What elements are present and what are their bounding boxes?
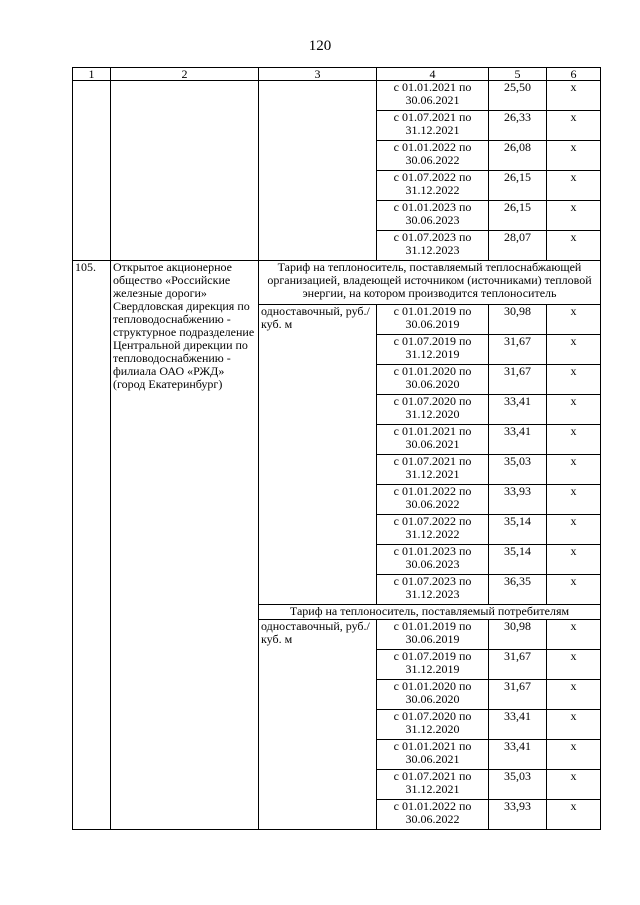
period-from: с 01.07.2020 по xyxy=(393,709,472,723)
row-number-cell xyxy=(73,81,111,261)
unit-label: одноставочный, руб./куб. м xyxy=(259,620,377,830)
vat-mark: х xyxy=(547,141,601,171)
section-title: Тариф на теплоноситель, поставляемый теплоснабжающей организацией, владеющей источником (источниками) тепловой энергии, на котором производится теплоноситель xyxy=(259,261,601,305)
vat-mark: х xyxy=(547,305,601,335)
vat-mark: х xyxy=(547,620,601,650)
period-cell xyxy=(377,680,489,710)
section-header-row xyxy=(73,261,601,305)
period-cell xyxy=(377,111,489,141)
vat-mark: х xyxy=(547,515,601,545)
vat-mark: х xyxy=(547,455,601,485)
period-cell xyxy=(377,455,489,485)
period-to: 30.06.2022 xyxy=(405,497,460,511)
period-cell xyxy=(377,575,489,605)
vat-mark: х xyxy=(547,710,601,740)
vat-mark: х xyxy=(547,770,601,800)
vat-mark: х xyxy=(547,425,601,455)
period-from: с 01.01.2021 по xyxy=(393,80,472,94)
period-from: с 01.01.2020 по xyxy=(393,364,472,378)
period-to: 31.12.2022 xyxy=(405,183,460,197)
period-cell xyxy=(377,231,489,261)
tariff-value: 33,41 xyxy=(489,425,547,455)
unit-label: одноставочный, руб./куб. м xyxy=(259,305,377,605)
period-from: с 01.07.2023 по xyxy=(393,574,472,588)
period-cell xyxy=(377,171,489,201)
tariff-value: 25,50 xyxy=(489,81,547,111)
tariff-value: 33,41 xyxy=(489,710,547,740)
period-from: с 01.01.2022 по xyxy=(393,140,472,154)
period-cell xyxy=(377,141,489,171)
period-from: с 01.07.2021 по xyxy=(393,769,472,783)
period-to: 31.12.2023 xyxy=(405,587,460,601)
column-number-6: 6 xyxy=(547,68,601,81)
vat-mark: х xyxy=(547,545,601,575)
period-cell xyxy=(377,770,489,800)
period-cell xyxy=(377,800,489,830)
vat-mark: х xyxy=(547,365,601,395)
unit-cell xyxy=(259,81,377,261)
period-from: с 01.07.2021 по xyxy=(393,454,472,468)
period-cell xyxy=(377,485,489,515)
period-from: с 01.01.2019 по xyxy=(393,619,472,633)
period-to: 30.06.2019 xyxy=(405,632,460,646)
tariff-value: 31,67 xyxy=(489,335,547,365)
period-to: 31.12.2019 xyxy=(405,347,460,361)
period-cell xyxy=(377,81,489,111)
period-to: 30.06.2021 xyxy=(405,437,460,451)
period-from: с 01.07.2021 по xyxy=(393,110,472,124)
tariff-value: 36,35 xyxy=(489,575,547,605)
period-cell xyxy=(377,201,489,231)
period-from: с 01.01.2020 по xyxy=(393,679,472,693)
period-from: с 01.07.2022 по xyxy=(393,514,472,528)
period-from: с 01.07.2019 по xyxy=(393,334,472,348)
period-from: с 01.01.2021 по xyxy=(393,739,472,753)
period-from: с 01.07.2022 по xyxy=(393,170,472,184)
row-number: 105. xyxy=(73,261,111,830)
vat-mark: х xyxy=(547,171,601,201)
tariff-value: 26,15 xyxy=(489,201,547,231)
tariff-value: 33,41 xyxy=(489,395,547,425)
column-number-3: 3 xyxy=(259,68,377,81)
period-to: 31.12.2023 xyxy=(405,243,460,257)
vat-mark: х xyxy=(547,680,601,710)
column-number-2: 2 xyxy=(111,68,259,81)
vat-mark: х xyxy=(547,111,601,141)
tariff-value: 35,14 xyxy=(489,545,547,575)
tariff-value: 31,67 xyxy=(489,365,547,395)
vat-mark: х xyxy=(547,81,601,111)
tariff-value: 35,03 xyxy=(489,455,547,485)
tariff-value: 26,15 xyxy=(489,171,547,201)
organization-cell xyxy=(111,81,259,261)
tariff-value: 26,08 xyxy=(489,141,547,171)
period-from: с 01.01.2023 по xyxy=(393,200,472,214)
period-from: с 01.07.2023 по xyxy=(393,230,472,244)
period-from: с 01.07.2019 по xyxy=(393,649,472,663)
period-to: 31.12.2022 xyxy=(405,527,460,541)
period-from: с 01.01.2022 по xyxy=(393,799,472,813)
period-from: с 01.07.2020 по xyxy=(393,394,472,408)
vat-mark: х xyxy=(547,395,601,425)
period-to: 30.06.2021 xyxy=(405,93,460,107)
tariff-value: 33,41 xyxy=(489,740,547,770)
period-cell xyxy=(377,365,489,395)
period-cell xyxy=(377,710,489,740)
tariff-value: 33,93 xyxy=(489,485,547,515)
vat-mark: х xyxy=(547,650,601,680)
vat-mark: х xyxy=(547,800,601,830)
period-to: 31.12.2020 xyxy=(405,407,460,421)
period-cell xyxy=(377,650,489,680)
period-to: 31.12.2021 xyxy=(405,123,460,137)
column-number-row xyxy=(73,68,601,81)
tariff-value: 33,93 xyxy=(489,800,547,830)
period-cell xyxy=(377,620,489,650)
organization-name: Открытое акционерное общество «Российские железные дороги» Свердловская дирекция по тепловодоснабжению - структурное подразделение Центральной дирекции по тепловодоснабжению - филиала ОАО «РЖД» (город Екатеринбург) xyxy=(111,261,259,830)
period-from: с 01.01.2021 по xyxy=(393,424,472,438)
period-to: 31.12.2020 xyxy=(405,722,460,736)
vat-mark: х xyxy=(547,575,601,605)
tariff-value: 31,67 xyxy=(489,650,547,680)
period-to: 31.12.2019 xyxy=(405,662,460,676)
tariff-value: 26,33 xyxy=(489,111,547,141)
period-to: 30.06.2019 xyxy=(405,317,460,331)
period-cell xyxy=(377,305,489,335)
tariff-value: 28,07 xyxy=(489,231,547,261)
period-from: с 01.01.2022 по xyxy=(393,484,472,498)
period-to: 30.06.2022 xyxy=(405,812,460,826)
period-to: 30.06.2023 xyxy=(405,557,460,571)
column-number-1: 1 xyxy=(73,68,111,81)
period-cell xyxy=(377,395,489,425)
table-row xyxy=(73,81,601,111)
vat-mark: х xyxy=(547,201,601,231)
period-cell xyxy=(377,515,489,545)
vat-mark: х xyxy=(547,335,601,365)
tariff-value: 31,67 xyxy=(489,680,547,710)
column-number-5: 5 xyxy=(489,68,547,81)
vat-mark: х xyxy=(547,231,601,261)
period-cell xyxy=(377,425,489,455)
page-number: 120 xyxy=(308,38,332,54)
period-from: с 01.01.2019 по xyxy=(393,304,472,318)
column-number-4: 4 xyxy=(377,68,489,81)
period-from: с 01.01.2023 по xyxy=(393,544,472,558)
tariff-value: 30,98 xyxy=(489,620,547,650)
period-to: 30.06.2020 xyxy=(405,692,460,706)
section-title: Тариф на теплоноситель, поставляемый потребителям xyxy=(259,605,601,620)
period-cell xyxy=(377,740,489,770)
period-to: 30.06.2022 xyxy=(405,153,460,167)
period-to: 30.06.2020 xyxy=(405,377,460,391)
period-to: 30.06.2021 xyxy=(405,752,460,766)
period-cell xyxy=(377,335,489,365)
vat-mark: х xyxy=(547,485,601,515)
tariff-value: 30,98 xyxy=(489,305,547,335)
tariff-value: 35,03 xyxy=(489,770,547,800)
period-to: 31.12.2021 xyxy=(405,467,460,481)
tariff-value: 35,14 xyxy=(489,515,547,545)
period-to: 31.12.2021 xyxy=(405,782,460,796)
vat-mark: х xyxy=(547,740,601,770)
period-to: 30.06.2023 xyxy=(405,213,460,227)
period-cell xyxy=(377,545,489,575)
tariff-table xyxy=(72,67,601,830)
